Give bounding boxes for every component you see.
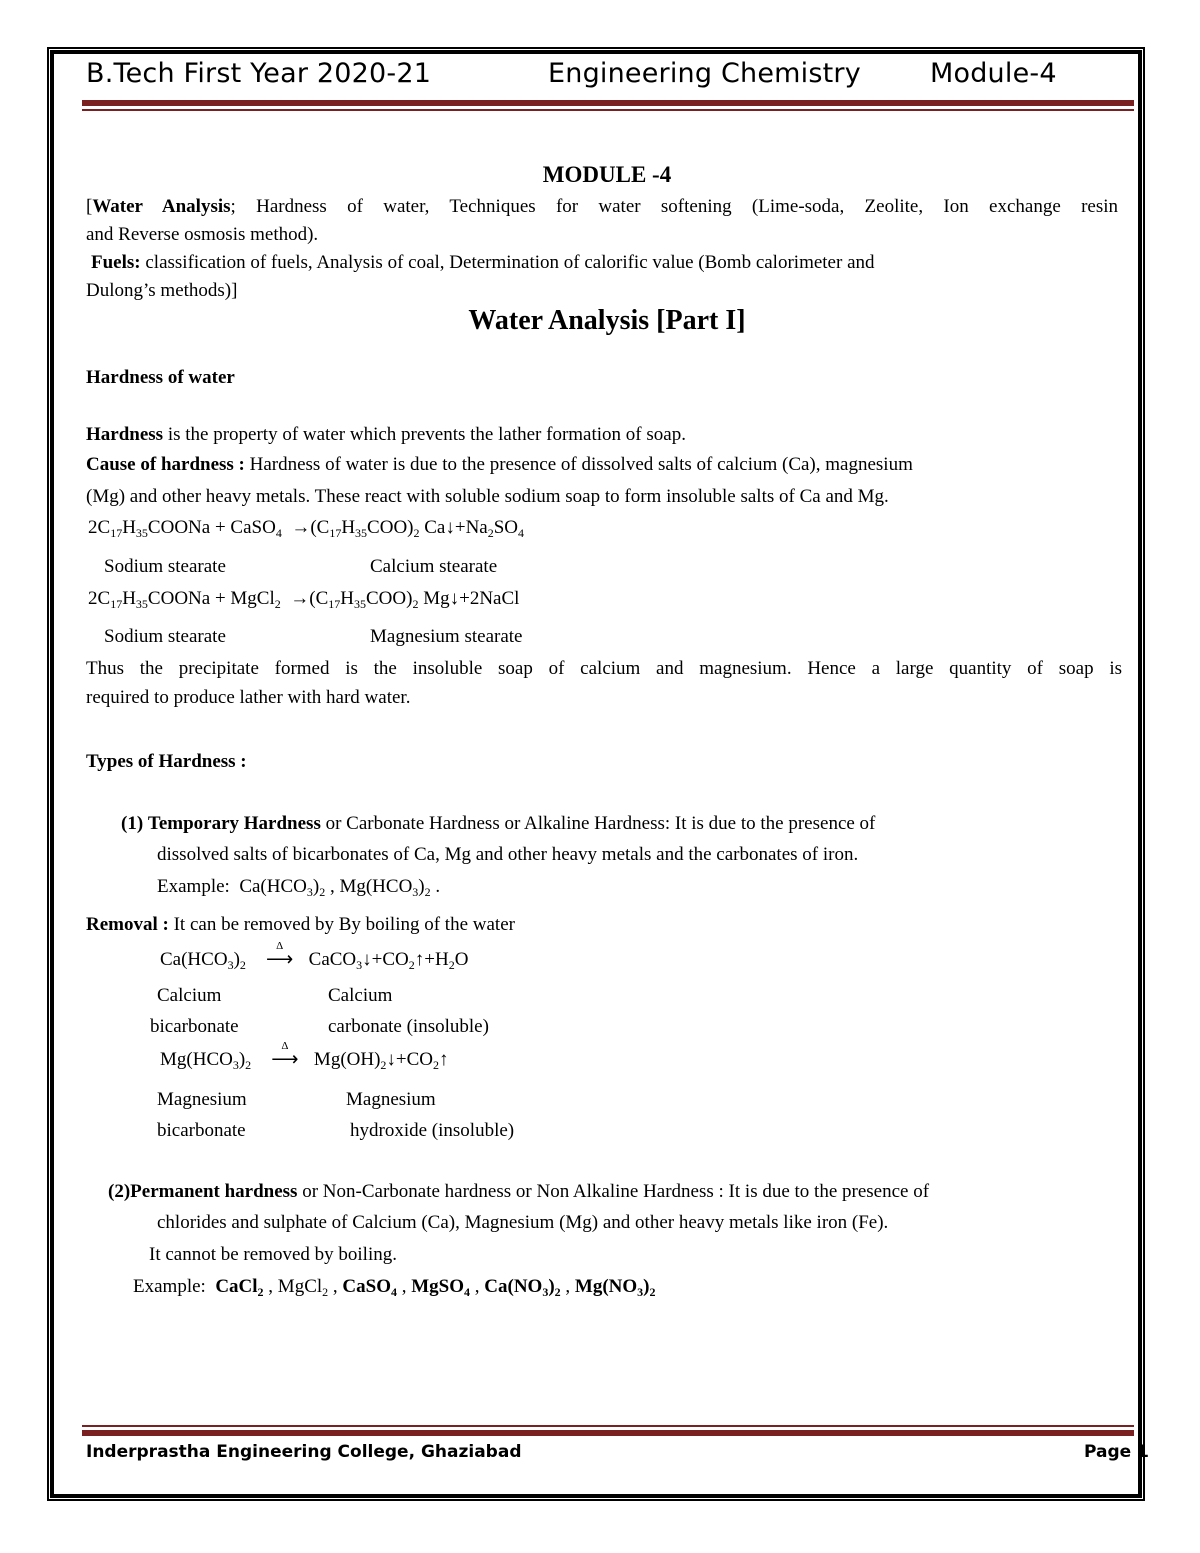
definition-paragraph xyxy=(86,423,686,447)
definition-term: Hardness xyxy=(86,424,164,445)
removal-ca-label-4: carbonate (insoluble) xyxy=(328,1016,489,1037)
removal-ca-label-1: Calcium xyxy=(157,985,222,1006)
syllabus-water-label: Water Analysis xyxy=(92,196,231,217)
section-heading-hardness: Hardness of water xyxy=(86,367,235,388)
removal-ca-label-2: Calcium xyxy=(328,985,393,1006)
footer-college: Inderprastha Engineering College, Ghaziabad xyxy=(86,1442,522,1462)
header-rule xyxy=(82,100,1134,106)
permanent-text: or Non-Carbonate hardness or Non Alkaline Hardness : It is due to the presence of xyxy=(297,1181,930,1202)
part-title: Water Analysis [Part I] xyxy=(468,305,746,336)
syllabus-fuels-label: Fuels: xyxy=(91,252,141,273)
definition-text: is the property of water which prevents the lather formation of soap. xyxy=(163,424,686,445)
section-heading-types: Types of Hardness : xyxy=(86,751,247,772)
temporary-number: (1) xyxy=(121,813,144,834)
equation-magnesium-stearate: $2C_{17}H_{35}COONa$ + MgCl$_2$ $\to(C_{17}H_{35}COO)_2$ Mg↓+2NaCl xyxy=(88,588,520,611)
permanent-term: Permanent hardness xyxy=(130,1181,298,1202)
removal-label: Removal : xyxy=(86,914,169,935)
cause-text: Hardness of water is due to the presence of dissolved salts of calcium (Ca), magnesium xyxy=(244,454,913,475)
syllabus-fuels-line1 xyxy=(91,251,1061,275)
cause-line1 xyxy=(86,453,913,477)
footer-page-number: Page 1 xyxy=(1084,1442,1149,1462)
removal-mg-label-4: hydroxide (insoluble) xyxy=(350,1120,515,1141)
removal-ca-label-3: bicarbonate xyxy=(150,1016,239,1037)
syllabus-fuels-line2: Dulong’s methods)] xyxy=(86,280,238,301)
syllabus-water-line2: and Reverse osmosis method). xyxy=(86,224,319,245)
temporary-example-label: Example: xyxy=(157,876,230,897)
syllabus-fuels-text: classification of fuels, Analysis of coal, Determination of calorific value (Bomb calorimeter and xyxy=(140,252,875,273)
removal-mg-label-1: Magnesium xyxy=(157,1089,247,1110)
reaction2-label-reactant: Sodium stearate xyxy=(104,626,226,647)
conclusion-line2: required to produce lather with hard water. xyxy=(86,687,411,708)
conclusion-line1: Thus the precipitate formed is the insoluble soap of calcium and magnesium. Hence a large quantity of soap is xyxy=(86,658,1122,679)
footer-rule xyxy=(82,1430,1134,1436)
temporary-term: Temporary Hardness xyxy=(147,813,321,834)
footer-rule-thin xyxy=(82,1425,1134,1427)
equation-calcium-stearate: $2C_{17}H_{35}COONa$ + CaSO$_4$ $\to(C_{17}H_{35}COO)_2$ $Ca↓+Na_2SO_4$ xyxy=(88,517,525,540)
permanent-number: (2) xyxy=(108,1181,131,1202)
permanent-example-label: Example: xyxy=(133,1276,206,1297)
cause-label: Cause of hardness : xyxy=(86,454,245,475)
removal-mg-label-2: Magnesium xyxy=(346,1089,436,1110)
permanent-line3: It cannot be removed by boiling. xyxy=(149,1244,397,1265)
removal-line xyxy=(86,913,515,937)
syllabus-water-text: ; Hardness of water, Techniques for water softening (Lime-soda, Zeolite, Ion exchange resin xyxy=(230,196,1119,217)
permanent-example: Example: CaCl$_2$ , MgCl$_2$ , CaSO$_4$ , MgSO$_4$ , $Ca(NO_3)_2$ , $Mg(NO_3)_2$ xyxy=(133,1276,656,1299)
temporary-text: or Carbonate Hardness or Alkaline Hardness: It is due to the presence of xyxy=(320,813,876,834)
temporary-line1 xyxy=(121,812,875,836)
removal-text: It can be removed by By boiling of the water xyxy=(168,914,515,935)
header-course: B.Tech First Year 2020-21 xyxy=(86,58,432,89)
permanent-line1 xyxy=(108,1180,929,1204)
equation-calcium-bicarbonate: $Ca(HCO_3)_2$ Δ ⟶ $CaCO_3↓+CO_2↑+H_2O$ xyxy=(160,940,469,972)
removal-mg-label-3: bicarbonate xyxy=(157,1120,246,1141)
reaction2-label-product: Magnesium stearate xyxy=(370,626,523,647)
syllabus-water-line1: [Water Analysis; Hardness of water, Techniques for water softening (Lime-soda, Zeolite, Ion exchange resin xyxy=(86,196,1119,217)
header-module: Module-4 xyxy=(930,58,1057,89)
reaction1-label-reactant: Sodium stearate xyxy=(104,556,226,577)
permanent-line2: chlorides and sulphate of Calcium (Ca), Magnesium (Mg) and other heavy metals like iron (Fe). xyxy=(157,1212,889,1233)
cause-line2: (Mg) and other heavy metals. These react with soluble sodium soap to form insoluble salts of Ca and Mg. xyxy=(86,486,889,507)
header-rule-thin xyxy=(82,109,1134,111)
reaction1-label-product: Calcium stearate xyxy=(370,556,498,577)
header-subject: Engineering Chemistry xyxy=(548,58,861,89)
module-title: MODULE -4 xyxy=(542,162,672,187)
equation-magnesium-bicarbonate: $Mg(HCO_3)_2$ Δ ⟶ $Mg(OH)_2↓+CO_2↑$ xyxy=(160,1040,449,1072)
temporary-line2: dissolved salts of bicarbonates of Ca, Mg and other heavy metals and the carbonates of iron. xyxy=(157,844,859,865)
temporary-example: Example: $Ca(HCO_3)_2$ , $Mg(HCO_3)_2$ . xyxy=(157,876,441,899)
